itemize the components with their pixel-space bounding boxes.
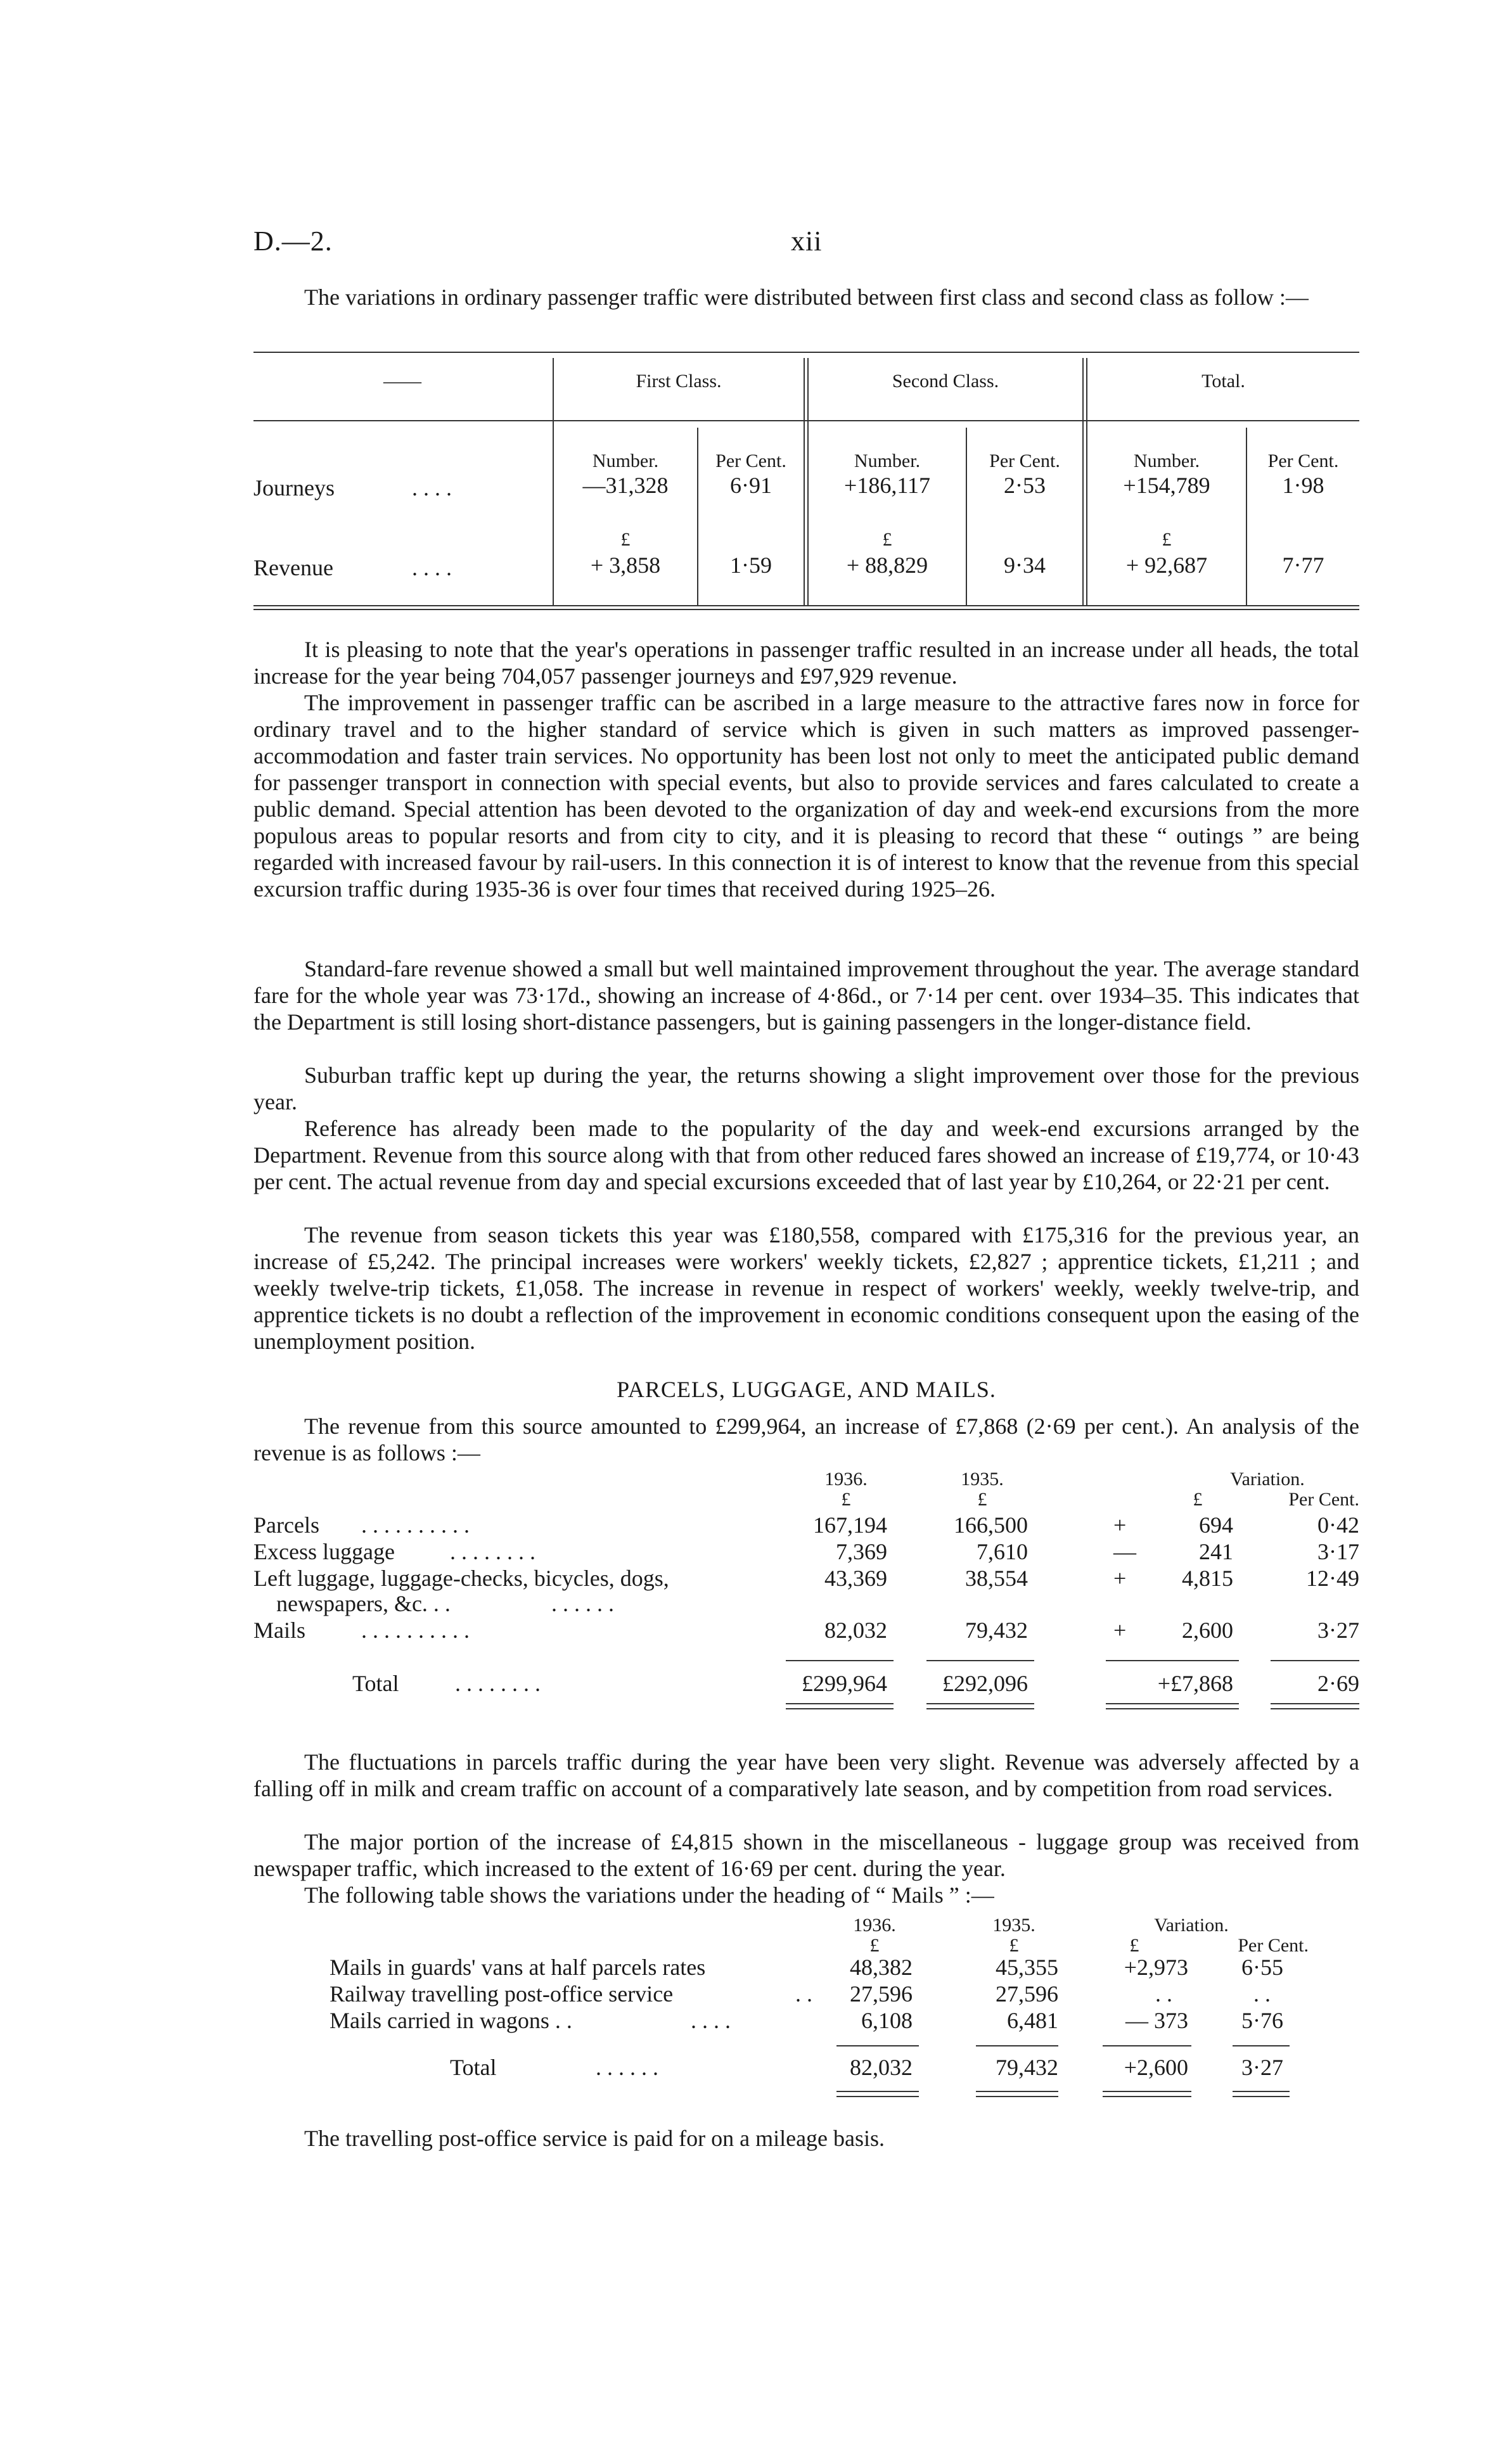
passenger-traffic-table bbox=[253, 352, 1359, 611]
currency-symbol: £ bbox=[882, 529, 892, 550]
row-leader: . . . . bbox=[691, 2008, 731, 2033]
paragraph: The fluctuations in parcels traffic during the year have been very slight. Revenue was adversely affected by a falling off in milk and cream traffic on account of a comparatively late season, and by competition from road services. bbox=[253, 1749, 1359, 1801]
row-leader: . . . . . . . . . . bbox=[361, 1512, 470, 1538]
subhead-number: Number. bbox=[592, 450, 659, 471]
col-1936: 1936. bbox=[824, 1469, 868, 1490]
total-percent: 3·27 bbox=[1241, 2055, 1283, 2080]
row-label: Mails in guards' vans at half parcels rates bbox=[330, 1955, 706, 1980]
row-leader: . . . . . . . . bbox=[450, 1539, 535, 1564]
variation-percent: 12·49 bbox=[1306, 1566, 1359, 1591]
row-leader: . . . . . . . . . . bbox=[361, 1618, 470, 1643]
cell-value: 6·91 bbox=[730, 473, 772, 498]
parcels-intro: The revenue from this source amounted to £299,964, an increase of £7,868 (2·69 per cent.). An analysis of the revenue is as follows :— bbox=[253, 1414, 1359, 1465]
paragraph: The improvement in passenger traffic can be ascribed in a large measure to the attractive fares now in force for ordinary travel and to the higher standard of service which is given in such matters as improved passenger-accommodation and faster train services. No opportunity has been lost not only to meet the anticipated public demand for passenger transport in connection with special events, but also to provide services and fares calculated to create a public demand. Special attention has been devoted to the organization of day and week-end excursions from the more populous areas to popular resorts and from city to city, and it is pleasing to record that these “ outings ” are being regarded with increased favour by rail-users. In this connection it is of interest to know that the revenue from this special excursion traffic during 1935-36 is over four times that received during 1925–26. bbox=[253, 690, 1359, 902]
total-variation: +2,600 bbox=[1124, 2055, 1188, 2080]
variation-percent: 3·17 bbox=[1317, 1539, 1359, 1564]
total-percent: 2·69 bbox=[1317, 1671, 1359, 1696]
cell-value: 9·34 bbox=[1004, 552, 1046, 578]
per-cent-head: Per Cent. bbox=[1288, 1489, 1359, 1510]
cell-value: —31,328 bbox=[582, 473, 669, 498]
total-1936: £299,964 bbox=[802, 1671, 887, 1696]
value-1935: 166,500 bbox=[954, 1512, 1028, 1538]
pound-sign: £ bbox=[869, 1935, 880, 1956]
pound-sign: £ bbox=[1129, 1935, 1139, 1956]
value-1935: 7,610 bbox=[977, 1539, 1028, 1564]
variation-value: 241 bbox=[1199, 1539, 1233, 1564]
variation-sign: + bbox=[1113, 1512, 1127, 1538]
variation-value: 2,600 bbox=[1182, 1618, 1233, 1643]
variation-percent: . . bbox=[1253, 1981, 1271, 2007]
paragraph: It is pleasing to note that the year's operations in passenger traffic resulted in an increase under all heads, the total increase for the year being 704,057 passenger journeys and £97,929 revenue. bbox=[253, 637, 1359, 689]
value-1935: 45,355 bbox=[996, 1955, 1058, 1980]
intro-paragraph: The variations in ordinary passenger traffic were distributed between first class and second class as follow :— bbox=[304, 284, 1309, 310]
value-1936: 48,382 bbox=[850, 1955, 913, 1980]
pound-sign: £ bbox=[977, 1489, 987, 1510]
total-leader: . . . . . . bbox=[596, 2055, 658, 2080]
variation-value: 694 bbox=[1199, 1512, 1233, 1538]
row-leader: . . . . . . bbox=[551, 1591, 614, 1616]
cell-value: 1·98 bbox=[1282, 473, 1324, 498]
pound-sign: £ bbox=[1193, 1489, 1203, 1510]
value-1935: 38,554 bbox=[965, 1566, 1028, 1591]
subhead-per-cent: Per Cent. bbox=[715, 450, 786, 471]
value-1936: 7,369 bbox=[836, 1539, 887, 1564]
col-variation: Variation. bbox=[1154, 1915, 1229, 1936]
cell-value: +154,789 bbox=[1123, 473, 1210, 498]
pound-sign: £ bbox=[1009, 1935, 1019, 1956]
subhead-number: Number. bbox=[1133, 450, 1200, 471]
cell-value: 1·59 bbox=[730, 552, 772, 578]
col-1935: 1935. bbox=[961, 1469, 1004, 1490]
value-1935: 27,596 bbox=[996, 1981, 1058, 2007]
row-label: Parcels bbox=[253, 1512, 319, 1538]
row-leader: . . . . bbox=[412, 555, 452, 580]
value-1936: 27,596 bbox=[850, 1981, 913, 2007]
value-1935: 79,432 bbox=[965, 1618, 1028, 1643]
total-1935: £292,096 bbox=[942, 1671, 1028, 1696]
paragraph: The major portion of the increase of £4,815 shown in the miscellaneous - luggage group was received from newspaper traffic, which increased to the extent of 16·69 per cent. during the year. bbox=[253, 1829, 1359, 1881]
variation-sign: + bbox=[1113, 1566, 1127, 1591]
variation-percent: 5·76 bbox=[1241, 2008, 1283, 2033]
row-label: Journeys bbox=[253, 475, 335, 501]
paragraph: Reference has already been made to the popularity of the day and week-end excursions arranged by the Department. Revenue from this source along with that from other reduced fares showed an increase of £19,774, or 10·43 per cent. The actual revenue from day and special excursions exceeded that of last year by £10,264, or 22·21 per cent. bbox=[253, 1116, 1359, 1194]
paragraph: The revenue from season tickets this year was £180,558, compared with £175,316 for the previous year, an increase of £5,242. The principal increases were workers' weekly tickets, £2,827 ; apprentice tickets, £1,211 ; and weekly twelve-trip tickets, £1,058. The increase in revenue in respect of workers' weekly, weekly twelve-trip, and apprentice tickets is no doubt a reflection of the improvement in economic conditions consequent upon the easing of the unemployment position. bbox=[253, 1222, 1359, 1354]
cell-value: + 88,829 bbox=[846, 552, 928, 578]
row-label: Railway travelling post-office service bbox=[330, 1981, 674, 2007]
cell-value: +186,117 bbox=[844, 473, 930, 498]
value-1935: 6,481 bbox=[1007, 2008, 1058, 2033]
total-1935: 79,432 bbox=[996, 2055, 1058, 2080]
total-variation: +£7,868 bbox=[1157, 1671, 1233, 1696]
cell-value: + 3,858 bbox=[590, 552, 661, 578]
row-label: Mails bbox=[253, 1618, 306, 1643]
variation-sign: — bbox=[1113, 1539, 1136, 1564]
row-label: Mails carried in wagons . . bbox=[330, 2008, 572, 2033]
col-1936: 1936. bbox=[853, 1915, 896, 1936]
total-label: Total bbox=[450, 2055, 497, 2080]
row-label: Revenue bbox=[253, 555, 333, 580]
currency-symbol: £ bbox=[620, 529, 631, 550]
paragraph: Suburban traffic kept up during the year, the returns showing a slight improvement over those for the previous year. bbox=[253, 1063, 1359, 1114]
row-leader: . . . . bbox=[412, 475, 452, 501]
mails-table bbox=[253, 1915, 1359, 2124]
group-total: Total. bbox=[1201, 371, 1245, 392]
pound-sign: £ bbox=[841, 1489, 851, 1510]
row-label: Excess luggage bbox=[253, 1539, 395, 1564]
row-label: Left luggage, luggage-checks, bicycles, dogs, bbox=[253, 1566, 669, 1591]
variation-percent: 3·27 bbox=[1317, 1618, 1359, 1643]
page-reference: D.—2. bbox=[253, 226, 333, 257]
currency-symbol: £ bbox=[1162, 529, 1172, 550]
group-second-class: Second Class. bbox=[892, 371, 999, 392]
row-label: newspapers, &c. . . bbox=[276, 1591, 451, 1616]
variation-percent: 6·55 bbox=[1241, 1955, 1283, 1980]
variation-value: 4,815 bbox=[1182, 1566, 1233, 1591]
value-1936: 6,108 bbox=[861, 2008, 913, 2033]
per-cent-head: Per Cent. bbox=[1238, 1935, 1309, 1956]
paragraph: The following table shows the variations under the heading of “ Mails ” :— bbox=[304, 1882, 994, 1908]
subhead-per-cent: Per Cent. bbox=[1267, 450, 1339, 471]
corner-dash: —— bbox=[383, 371, 421, 392]
total-label: Total bbox=[352, 1671, 399, 1696]
total-1936: 82,032 bbox=[850, 2055, 913, 2080]
subhead-number: Number. bbox=[854, 450, 921, 471]
value-1936: 167,194 bbox=[813, 1512, 887, 1538]
cell-value: 7·77 bbox=[1282, 552, 1324, 578]
variation-percent: 0·42 bbox=[1317, 1512, 1359, 1538]
section-heading: PARCELS, LUGGAGE, AND MAILS. bbox=[617, 1377, 996, 1402]
variation-sign: + bbox=[1113, 1618, 1127, 1643]
value-1936: 43,369 bbox=[824, 1566, 887, 1591]
page-number: xii bbox=[791, 226, 823, 257]
row-leader: . . bbox=[795, 1981, 812, 2007]
parcels-table bbox=[253, 1469, 1359, 1722]
variation-value: +2,973 bbox=[1124, 1955, 1188, 1980]
variation-value: . . bbox=[1155, 1981, 1172, 2007]
cell-value: 2·53 bbox=[1004, 473, 1046, 498]
variation-value: — 373 bbox=[1125, 2008, 1188, 2033]
closing-paragraph: The travelling post-office service is paid for on a mileage basis. bbox=[304, 2126, 885, 2151]
value-1936: 82,032 bbox=[824, 1618, 887, 1643]
paragraph: Standard-fare revenue showed a small but well maintained improvement throughout the year. The average standard fare for the whole year was 73·17d., showing an increase of 4·86d., or 7·14 per cent. over 1934–35. This indicates that the Department is still losing short-distance passengers, but is gaining passengers in the longer-distance field. bbox=[253, 956, 1359, 1035]
subhead-per-cent: Per Cent. bbox=[989, 450, 1060, 471]
col-variation: Variation. bbox=[1230, 1469, 1305, 1490]
cell-value: + 92,687 bbox=[1125, 552, 1208, 578]
total-leader: . . . . . . . . bbox=[455, 1671, 541, 1696]
group-first-class: First Class. bbox=[636, 371, 722, 392]
col-1935: 1935. bbox=[992, 1915, 1035, 1936]
